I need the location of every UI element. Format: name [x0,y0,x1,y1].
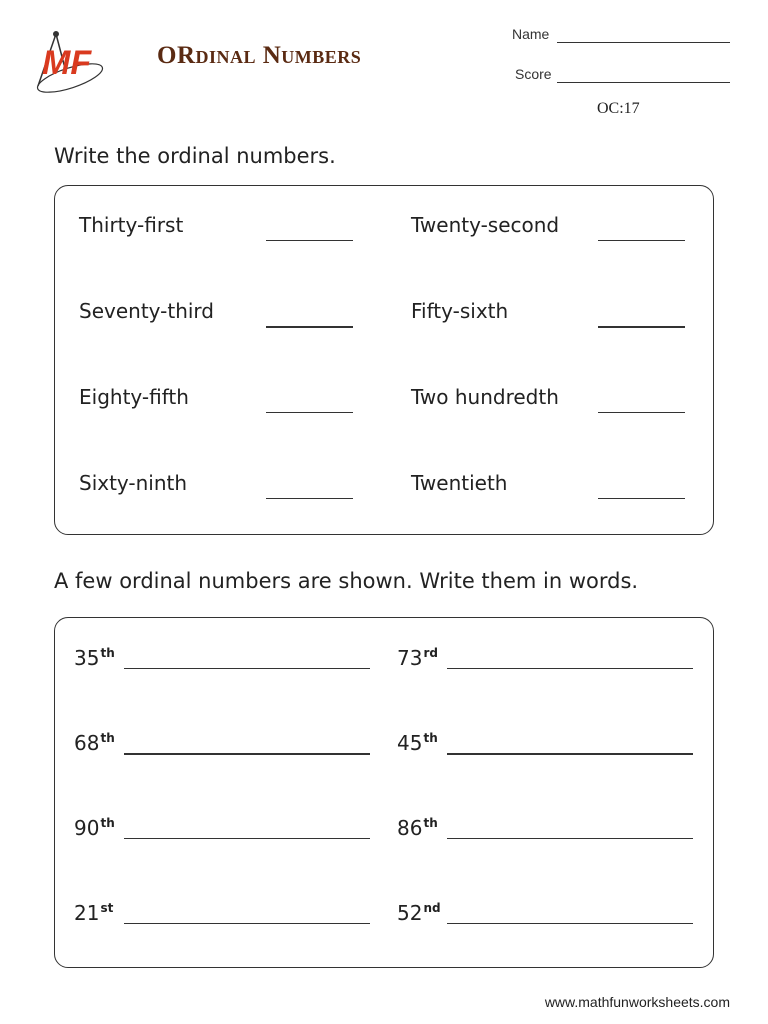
ordinal-number: 21st [74,901,114,925]
ordinal-number: 73rd [397,646,438,670]
ordinal-word: Fifty-sixth [411,299,509,323]
ordinal-word: Thirty-first [79,213,184,237]
answer-line[interactable] [598,240,685,241]
answer-line[interactable] [266,240,353,241]
ordinal-number: 86th [397,816,438,840]
ordinal-number: 90th [74,816,115,840]
answer-line[interactable] [266,326,353,328]
ordinal-number: 45th [397,731,438,755]
ordinal-number: 52nd [397,901,441,925]
answer-line[interactable] [598,326,685,328]
answer-line[interactable] [598,498,685,499]
answer-line[interactable] [124,753,370,755]
footer-url: www.mathfunworksheets.com [544,994,730,1010]
mathfun-logo [32,28,108,100]
score-label: Score [515,66,552,82]
score-field[interactable] [557,82,730,83]
ordinal-word: Two hundredth [411,385,559,409]
ordinal-number: 35th [74,646,115,670]
section2-box [54,617,714,968]
answer-line[interactable] [266,412,353,413]
answer-line[interactable] [447,753,693,755]
answer-line[interactable] [447,668,693,669]
ordinal-word: Eighty-fifth [79,385,189,409]
ordinal-number: 68th [74,731,115,755]
answer-line[interactable] [266,498,353,499]
page-title: ORdinal Numbers [157,42,362,69]
section1-instruction: Write the ordinal numbers. [54,144,336,168]
answer-line[interactable] [447,838,693,839]
ordinal-word: Sixty-ninth [79,471,188,495]
section2-instruction: A few ordinal numbers are shown. Write them in words. [54,569,639,593]
answer-line[interactable] [124,668,370,669]
ordinal-word: Twentieth [411,471,508,495]
answer-line[interactable] [124,923,370,924]
ordinal-word: Seventy-third [79,299,214,323]
name-label: Name [512,26,550,42]
svg-text:MF: MF [42,44,92,82]
answer-line[interactable] [598,412,685,413]
name-field[interactable] [557,42,730,43]
answer-line[interactable] [124,838,370,839]
ordinal-word: Twenty-second [411,213,560,237]
worksheet-code: OC:17 [597,100,640,117]
answer-line[interactable] [447,923,693,924]
